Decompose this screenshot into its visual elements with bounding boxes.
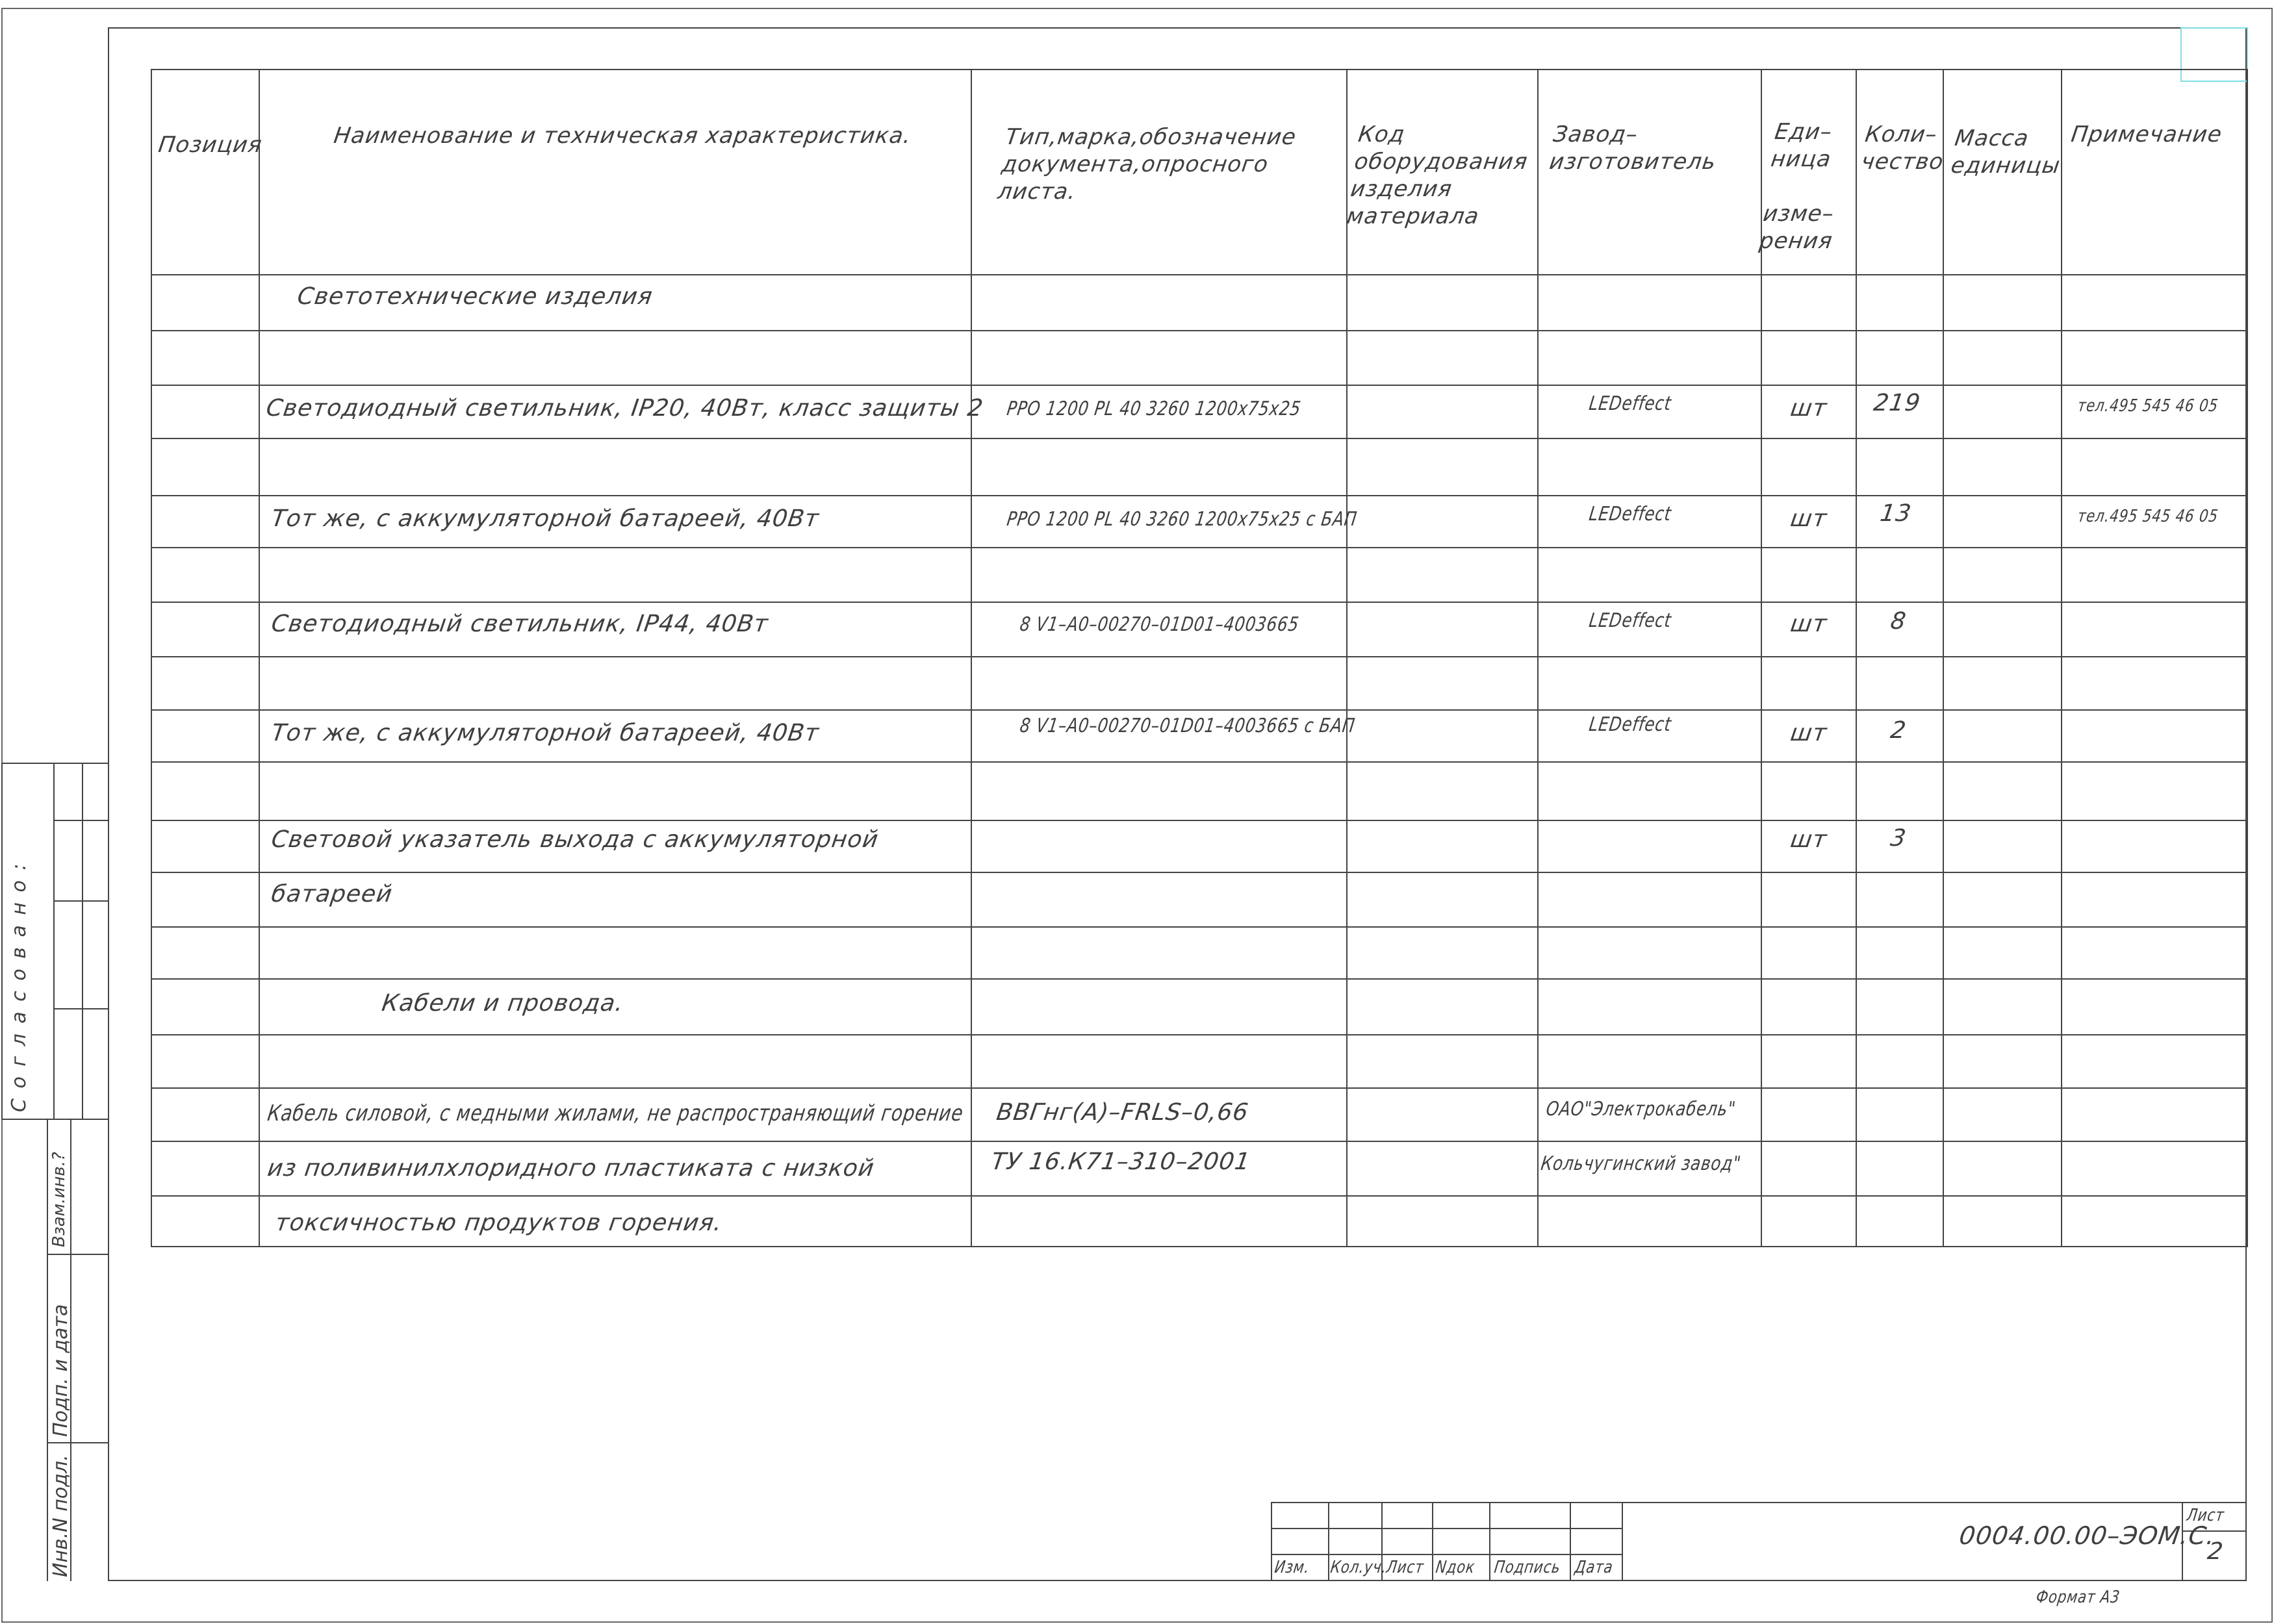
row-line	[151, 385, 2248, 386]
row-maker: Кольчугинский завод"	[1539, 1152, 1743, 1175]
stamp-podpis: Подпись	[1492, 1558, 1562, 1577]
strip-line	[82, 763, 83, 1120]
sheet-label: Лист	[2185, 1506, 2226, 1525]
row-note: тел.495 545 46 05	[2076, 396, 2219, 416]
row-maker: LEDeffect	[1587, 713, 1673, 736]
title-block-line	[1271, 1554, 1622, 1555]
stamp-list: Лист	[1385, 1558, 1425, 1577]
header-qty: Коли– чество	[1859, 121, 1946, 175]
inv-label: Инв.N подл.	[49, 1454, 72, 1577]
row-line	[151, 926, 2248, 928]
row-line	[151, 978, 2248, 980]
row-line	[151, 1087, 2248, 1089]
title-block-line	[1622, 1502, 1623, 1581]
row-line	[151, 656, 2248, 657]
row-line	[151, 820, 2248, 821]
row-qty: 8	[1889, 608, 1908, 635]
format-label: Формат А3	[2034, 1588, 2121, 1607]
strip-line	[1, 1119, 109, 1120]
row-line	[151, 1034, 2248, 1035]
row-qty: 3	[1889, 825, 1908, 852]
row-qty: 13	[1878, 500, 1913, 527]
row-line	[151, 495, 2248, 496]
side-stamp-line	[47, 1119, 48, 1581]
row-type: 8 V1–A0–00270–01D01–4003665 с БАП	[1018, 715, 1357, 737]
podp-label: Подп. и дата	[49, 1304, 72, 1437]
row-qty: 2	[1889, 717, 1908, 744]
row-qty: 219	[1872, 390, 1923, 416]
table-frame	[151, 69, 2248, 1247]
sheet-number: 2	[2206, 1538, 2225, 1565]
stamp-data: Дата	[1573, 1558, 1615, 1577]
stamp-ndok: Nдок	[1434, 1558, 1477, 1577]
header-unit: Еди– ница изме– рения	[1757, 119, 1836, 254]
col-line	[259, 69, 260, 1247]
row-unit: шт	[1789, 395, 1829, 422]
col-line	[1346, 69, 1348, 1247]
header-maker: Завод– изготовитель	[1548, 121, 1718, 175]
side-stamp-line	[47, 1442, 109, 1443]
header-name: Наименование и техническая характеристика.	[332, 123, 913, 149]
agreed-label: С о г л а с о в а н о :	[8, 861, 31, 1112]
row-maker: LEDeffect	[1587, 392, 1673, 415]
row-line	[151, 438, 2248, 439]
title-block-line	[1570, 1502, 1571, 1581]
col-line	[1537, 69, 1539, 1247]
row-line	[151, 330, 2248, 331]
strip-line	[53, 763, 55, 1120]
row-name: Кабель силовой, с медными жилами, не распространяющий горение	[266, 1100, 965, 1126]
row-maker: LEDeffect	[1587, 609, 1673, 632]
row-maker: ОАО"Электрокабель"	[1544, 1098, 1737, 1121]
row-name: из поливинилхлоридного пластиката с низкой	[266, 1155, 876, 1182]
header-code: Код оборудования изделия материала	[1345, 121, 1530, 229]
row-unit: шт	[1789, 505, 1829, 532]
title-block-line	[1489, 1502, 1490, 1581]
row-line	[151, 547, 2248, 548]
header-type: Тип,марка,обозначение документа,опросного листа.	[996, 124, 1298, 205]
strip-line	[53, 1008, 109, 1009]
row-section-lighting: Светотехнические изделия	[296, 283, 655, 310]
row-name: Тот же, с аккумуляторной батареей, 40Вт	[270, 720, 821, 746]
row-type: PPO 1200 PL 40 3260 1200x75x25 с БАП	[1005, 508, 1359, 531]
row-name: Светодиодный светильник, IP20, 40Вт, класс защиты 2	[264, 395, 986, 422]
col-line	[1856, 69, 1857, 1247]
title-block-line	[1271, 1502, 2247, 1503]
document-code: 0004.00.00–ЭОМ.С.	[1957, 1521, 2217, 1550]
row-name: Светодиодный светильник, IP44, 40Вт	[270, 611, 771, 637]
title-block-line	[1328, 1502, 1329, 1581]
row-name: Тот же, с аккумуляторной батареей, 40Вт	[270, 505, 821, 532]
row-note: тел.495 545 46 05	[2076, 507, 2219, 526]
row-name: Световой указатель выхода с аккумуляторной	[270, 826, 880, 853]
strip-line	[53, 900, 109, 902]
title-block-line	[1432, 1502, 1433, 1581]
header-position: Позиция	[157, 132, 264, 158]
col-line	[971, 69, 972, 1247]
row-unit: шт	[1789, 611, 1829, 637]
side-stamp-line	[47, 1254, 109, 1255]
row-line	[151, 1141, 2248, 1142]
strip-line	[1, 763, 3, 1120]
row-line	[151, 274, 2248, 275]
row-line	[151, 602, 2248, 603]
stamp-kol: Кол.уч.	[1329, 1558, 1388, 1577]
row-line	[151, 709, 2248, 711]
row-unit: шт	[1789, 826, 1829, 853]
row-type: PPO 1200 PL 40 3260 1200x75x25	[1005, 398, 1303, 420]
row-name: токсичностью продуктов горения.	[274, 1210, 724, 1236]
row-line	[151, 1195, 2248, 1197]
row-type: ВВГнг(А)–FRLS–0,66	[995, 1099, 1251, 1126]
row-section-cables: Кабели и провода.	[380, 990, 626, 1017]
row-line	[151, 761, 2248, 763]
row-line	[151, 872, 2248, 873]
header-note: Примечание	[2069, 121, 2224, 147]
strip-line	[53, 820, 109, 821]
stamp-izm: Изм.	[1273, 1558, 1311, 1577]
row-type: 8 V1–A0–00270–01D01–4003665	[1018, 613, 1301, 636]
row-unit: шт	[1789, 720, 1829, 746]
strip-line	[1, 763, 109, 764]
title-block-line	[1271, 1528, 1622, 1529]
row-type: ТУ 16.К71–310–2001	[990, 1148, 1253, 1175]
row-maker: LEDeffect	[1587, 503, 1673, 526]
row-name: батареей	[270, 881, 394, 907]
header-mass: Масса единицы	[1949, 125, 2062, 179]
col-line	[2061, 69, 2062, 1247]
vzam-label: Взам.инв.?	[49, 1152, 69, 1247]
col-line	[1943, 69, 1944, 1247]
title-block-line	[1271, 1502, 1272, 1581]
